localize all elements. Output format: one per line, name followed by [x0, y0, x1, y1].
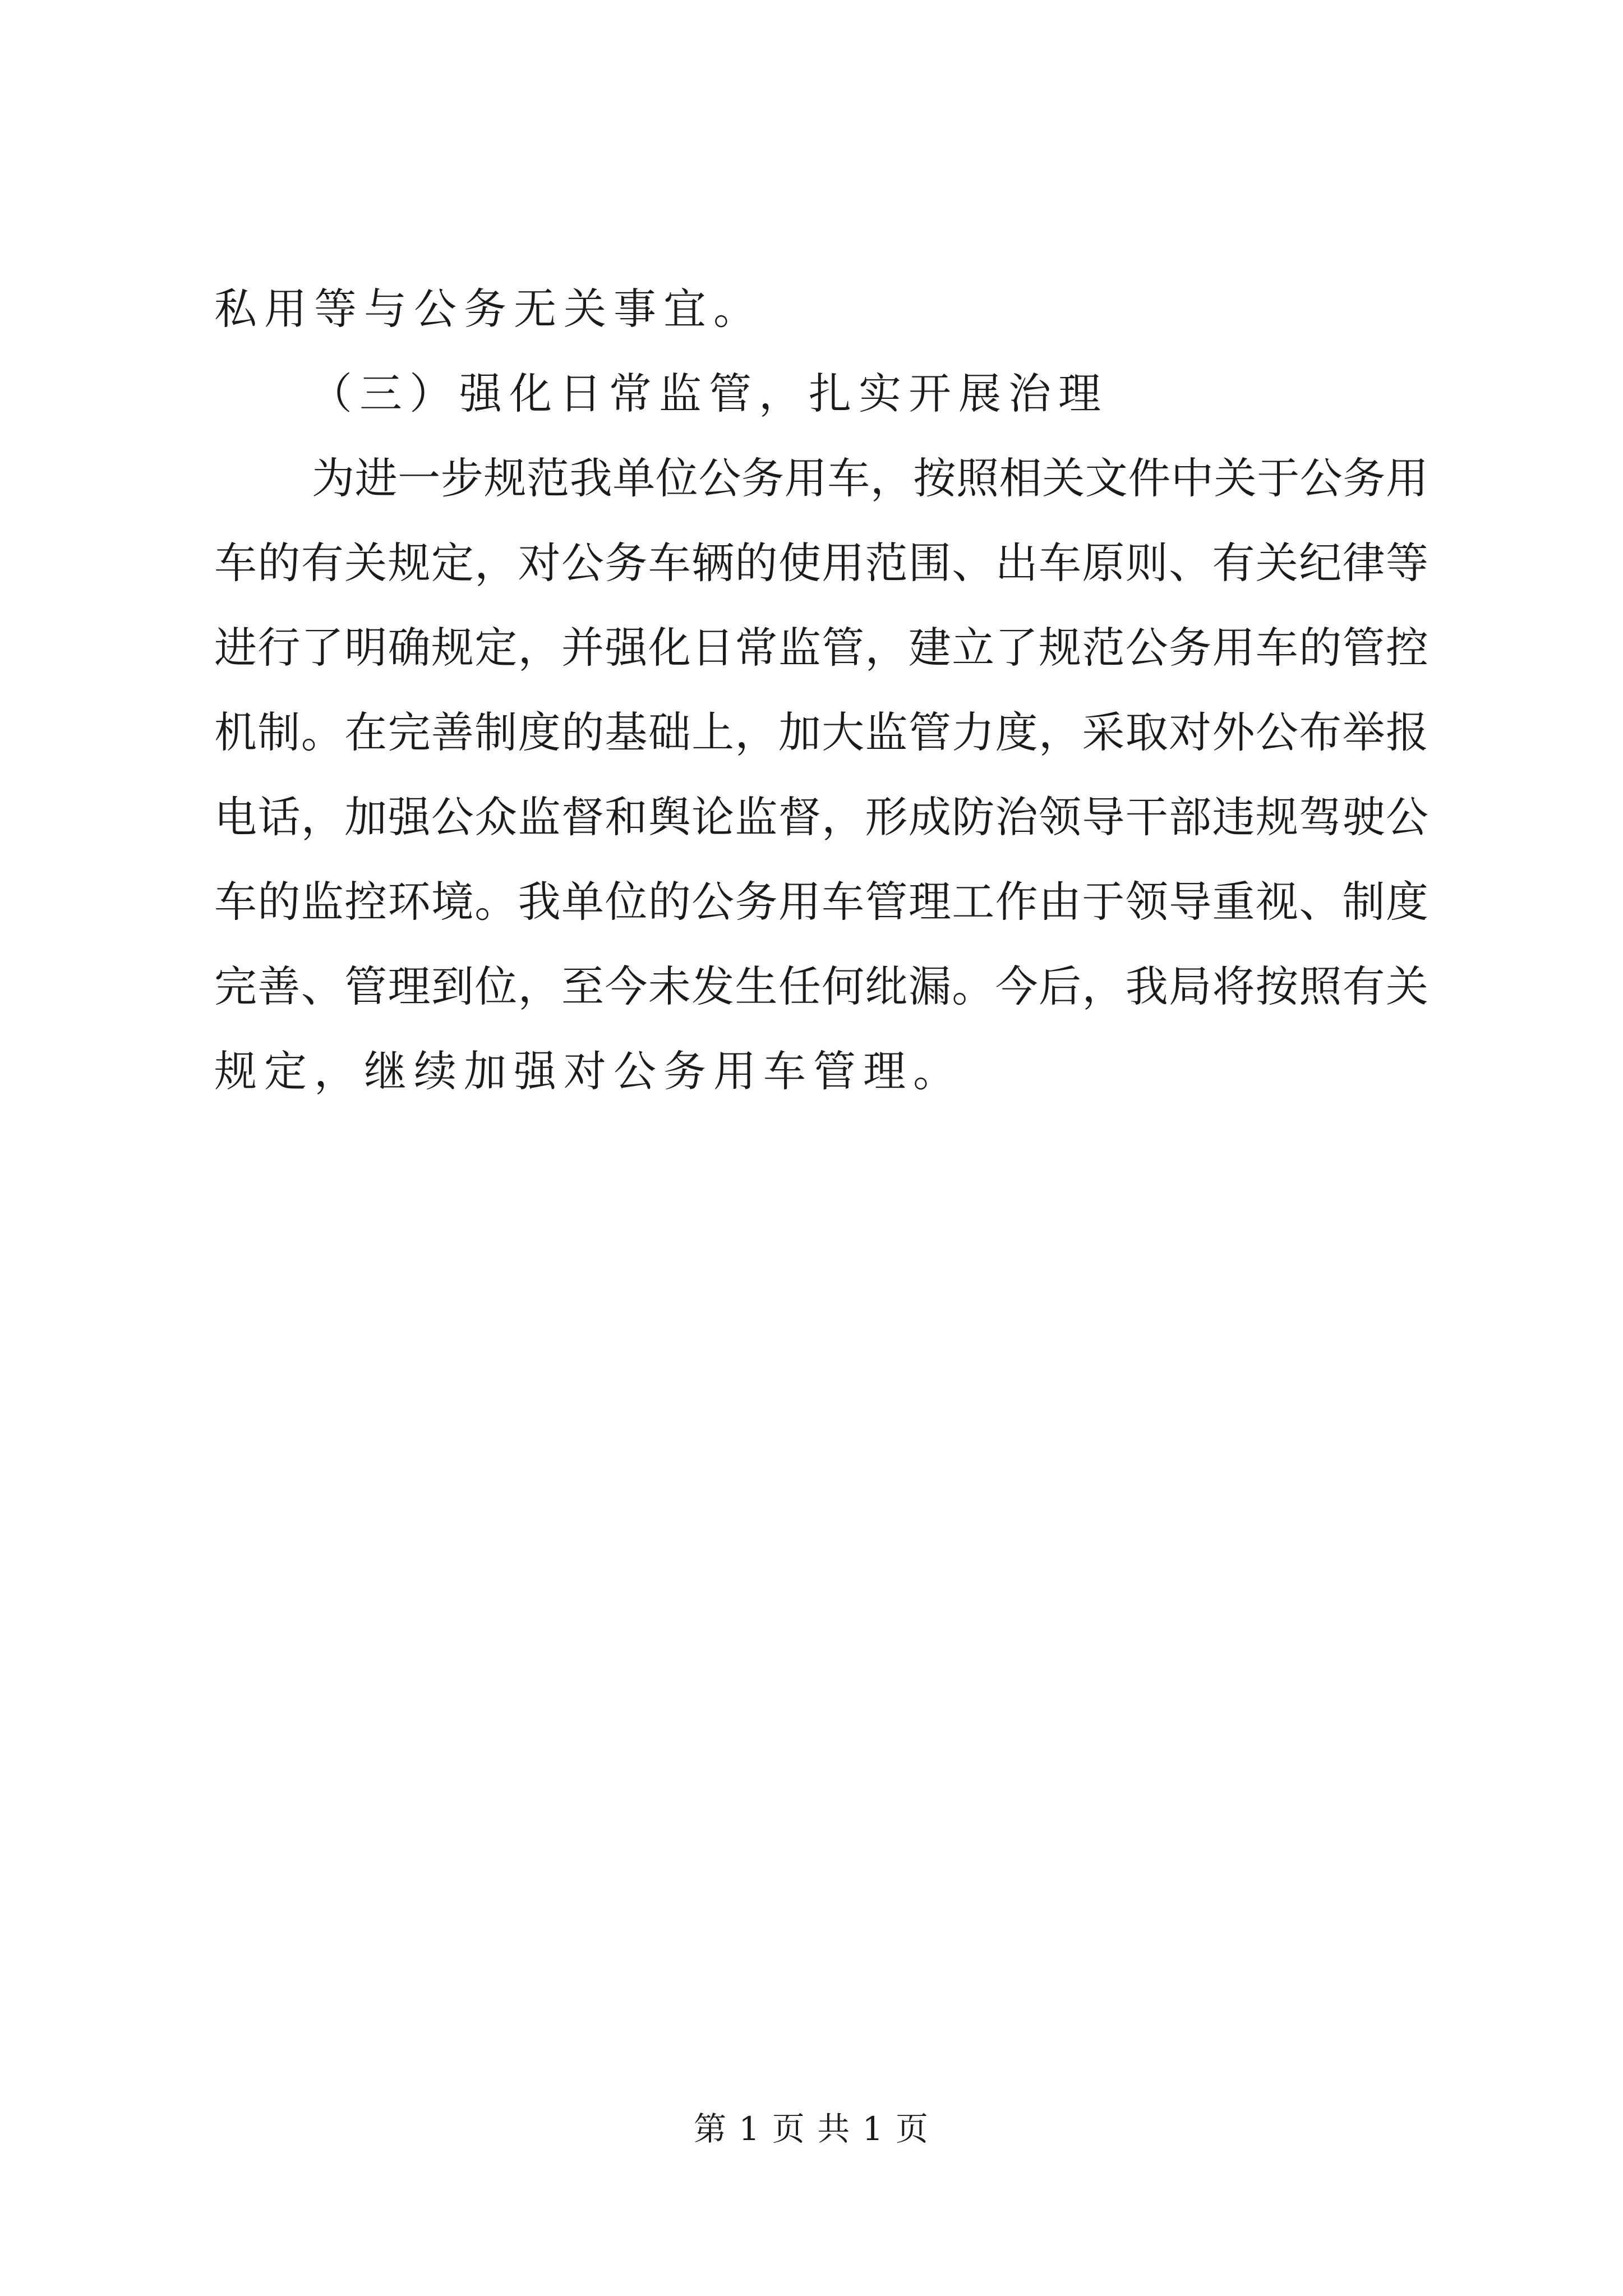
section-heading: （三）强化日常监管，扎实开展治理	[310, 369, 1108, 418]
paragraph-line: 为进一步规范我单位公务用车，按照相关文件中关于公务用	[312, 453, 1428, 503]
paragraph-line: 车的有关规定，对公务车辆的使用范围、出车原则、有关纪律等	[214, 538, 1428, 588]
paragraph-line: 进行了明确规定，并强化日常监管，建立了规范公务用车的管控	[214, 623, 1428, 673]
document-body	[214, 266, 1428, 1114]
paragraph-line: 机制。在完善制度的基础上，加大监管力度，采取对外公布举报	[214, 707, 1428, 757]
paragraph-line: 私用等与公务无关事宜。	[214, 284, 763, 334]
paragraph-line: 电话，加强公众监督和舆论监督，形成防治领导干部违规驾驶公	[214, 792, 1428, 842]
paragraph-line: 车的监控环境。我单位的公务用车管理工作由于领导重视、制度	[214, 877, 1428, 927]
page-footer: 第 1 页 共 1 页	[694, 2110, 929, 2148]
paragraph-line: 完善、管理到位，至今未发生任何纰漏。今后，我局将按照有关	[214, 961, 1428, 1011]
paragraph-line: 规定，继续加强对公务用车管理。	[214, 1046, 963, 1096]
